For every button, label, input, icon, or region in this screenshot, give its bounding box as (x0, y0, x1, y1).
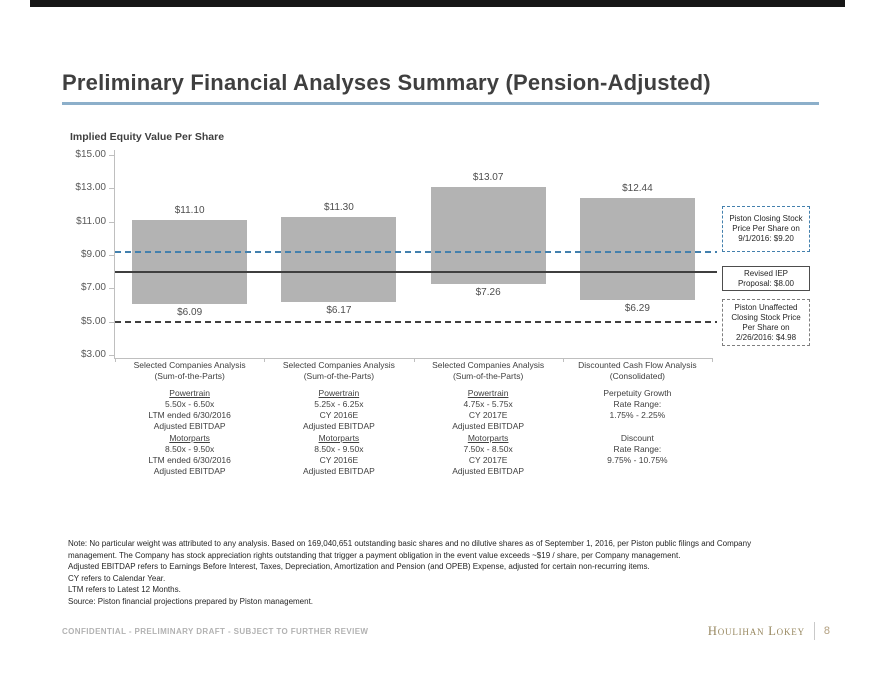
methodology-detail-line: Adjusted EBITDAP (302, 466, 375, 476)
category-name-line: (Sum-of-the-Parts) (154, 370, 225, 381)
bar-high-value-label: $11.30 (323, 201, 354, 213)
footnote-line: Source: Piston financial projections prepared by Piston management. (68, 596, 314, 606)
footnote-line: CY refers to Calendar Year. (68, 573, 166, 583)
category-label-group (563, 360, 712, 381)
reference-annotation-box (722, 299, 810, 346)
category-name-line: Selected Companies Analysis (282, 360, 395, 370)
methodology-block (563, 388, 712, 421)
footnote-line: management. The Company has stock appreciation rights outstanding that trigger a payment obligation in the event value exceeds ~$19 / share, per Company management. (68, 550, 681, 560)
methodology-block (264, 433, 413, 477)
reference-box-text-line: Piston Unaffected (734, 302, 798, 312)
methodology-detail-line: CY 2016E (319, 410, 359, 420)
category-name-line: Selected Companies Analysis (432, 360, 545, 370)
bar-low-value-label: $6.17 (326, 305, 352, 317)
methodology-heading: Perpetuity Growth (603, 388, 672, 398)
range-bar (132, 220, 247, 304)
reference-line (115, 321, 717, 323)
methodology-heading: Powertrain (318, 388, 360, 398)
bar-low-value-label: $6.29 (624, 303, 650, 315)
y-axis-tick-label: $5.00 (80, 315, 106, 327)
reference-box-text-line: Revised IEP (743, 268, 789, 278)
methodology-detail-line: 7.50x - 8.50x (463, 444, 513, 454)
x-axis-category-tick (712, 358, 713, 362)
category-label-group (414, 360, 563, 381)
category-name-line: Discounted Cash Flow Analysis (578, 360, 697, 370)
methodology-block (115, 388, 264, 432)
category-label-group (264, 360, 413, 381)
reference-box-text-line: 9/1/2016: $9.20 (738, 234, 794, 243)
title-underline (62, 102, 819, 105)
footnote-line: Note: No particular weight was attributed to any analysis. Based on 169,040,651 outstanding basic shares and no dilutive shares as of September 1, 2016, per Piston public filings and Company (68, 539, 752, 548)
methodology-heading: Discount (620, 433, 654, 443)
bar-high-value-label: $12.44 (622, 182, 653, 194)
methodology-detail-line: CY 2017E (468, 410, 508, 420)
y-axis-tick-label: $7.00 (80, 282, 106, 294)
range-bar (281, 217, 396, 303)
methodology-detail-line: 5.50x - 6.50x (165, 399, 215, 409)
methodology-block (264, 388, 413, 432)
methodology-detail-line: CY 2016E (319, 455, 359, 465)
methodology-detail-line: 8.50x - 9.50x (165, 444, 215, 454)
footer-brand-area (708, 620, 830, 642)
y-axis-tick-label: $11.00 (76, 215, 106, 227)
methodology-detail-line: Adjusted EBITDAP (153, 421, 226, 431)
top-accent-bar (30, 0, 845, 7)
brand-logo: Houlihan Lokey (707, 623, 805, 638)
methodology-block (115, 433, 264, 477)
reference-box-text-line: Piston Closing Stock (729, 214, 803, 223)
page-title: Preliminary Financial Analyses Summary (Pension-Adjusted) (62, 70, 711, 95)
category-name-line: Selected Companies Analysis (133, 360, 246, 370)
methodology-detail-line: 4.75x - 5.75x (463, 399, 513, 409)
y-axis-tick-label: $13.00 (75, 182, 106, 194)
reference-box-text-line: Per Share on (742, 322, 790, 332)
methodology-detail-line: Rate Range: (613, 444, 662, 454)
bar-high-value-label: $11.10 (174, 205, 205, 216)
methodology-detail-line: CY 2017E (468, 455, 508, 465)
bar-high-value-label: $13.07 (472, 172, 504, 184)
methodology-heading: Powertrain (169, 388, 210, 398)
footnote-line: Adjusted EBITDAP refers to Earnings Before Interest, Taxes, Depreciation, Amortization and Pension (and OPEB) Expense, adjusted for certain non-recurring items. (68, 562, 650, 571)
reference-line (115, 271, 717, 273)
reference-box-text-line: Proposal: $8.00 (737, 278, 795, 288)
reference-line (115, 251, 717, 253)
methodology-detail-line: Rate Range: (613, 399, 662, 409)
methodology-detail-line: LTM ended 6/30/2016 (148, 410, 231, 420)
reference-box-text-line: 2/26/2016: $4.98 (735, 332, 797, 342)
methodology-heading: Motorparts (169, 433, 210, 443)
methodology-detail-line: LTM ended 6/30/2016 (148, 455, 231, 465)
methodology-detail-line: Adjusted EBITDAP (153, 466, 226, 476)
category-label-group (115, 360, 264, 381)
bar-low-value-label: $6.09 (177, 306, 203, 318)
category-name-line: (Sum-of-the-Parts) (303, 370, 375, 381)
bar-low-value-label: $7.26 (475, 287, 501, 298)
y-axis-tick-label: $15.00 (75, 149, 106, 160)
methodology-detail-line: Adjusted EBITDAP (302, 421, 375, 431)
methodology-heading: Motorparts (467, 433, 509, 443)
methodology-detail-line: Adjusted EBITDAP (452, 466, 525, 476)
reference-annotation-box (722, 206, 810, 252)
methodology-detail-line: 8.50x - 9.50x (314, 444, 364, 454)
chart-title: Implied Equity Value Per Share (70, 131, 225, 143)
methodology-detail-line: 9.75% - 10.75% (607, 455, 668, 465)
reference-box-text-line: Closing Stock Price (731, 312, 801, 322)
methodology-block (414, 388, 563, 432)
page-number: 8 (823, 625, 830, 637)
category-name-line: (Sum-of-the-Parts) (452, 370, 524, 381)
y-axis-tick-label: $9.00 (80, 249, 106, 260)
page-divider (814, 622, 815, 640)
methodology-block (414, 433, 563, 477)
reference-annotation-box (722, 266, 810, 291)
range-bar (580, 198, 695, 301)
footnote-line: LTM refers to Latest 12 Months. (68, 585, 181, 594)
y-axis-line (114, 150, 115, 358)
methodology-heading: Motorparts (318, 433, 360, 443)
methodology-detail-line: Adjusted EBITDAP (452, 421, 525, 431)
reference-box-text-line: Price Per Share on (732, 224, 800, 233)
methodology-detail-line: 1.75% - 2.25% (609, 410, 666, 420)
methodology-detail-line: 5.25x - 6.25x (314, 399, 364, 409)
category-name-line: (Consolidated) (609, 370, 666, 381)
range-bar (431, 187, 546, 284)
methodology-block (563, 433, 712, 466)
y-axis-tick-label: $3.00 (80, 349, 106, 360)
methodology-heading: Powertrain (467, 388, 509, 398)
confidentiality-notice: CONFIDENTIAL - PRELIMINARY DRAFT - SUBJECT TO FURTHER REVIEW (62, 627, 369, 636)
footnotes (68, 538, 818, 607)
